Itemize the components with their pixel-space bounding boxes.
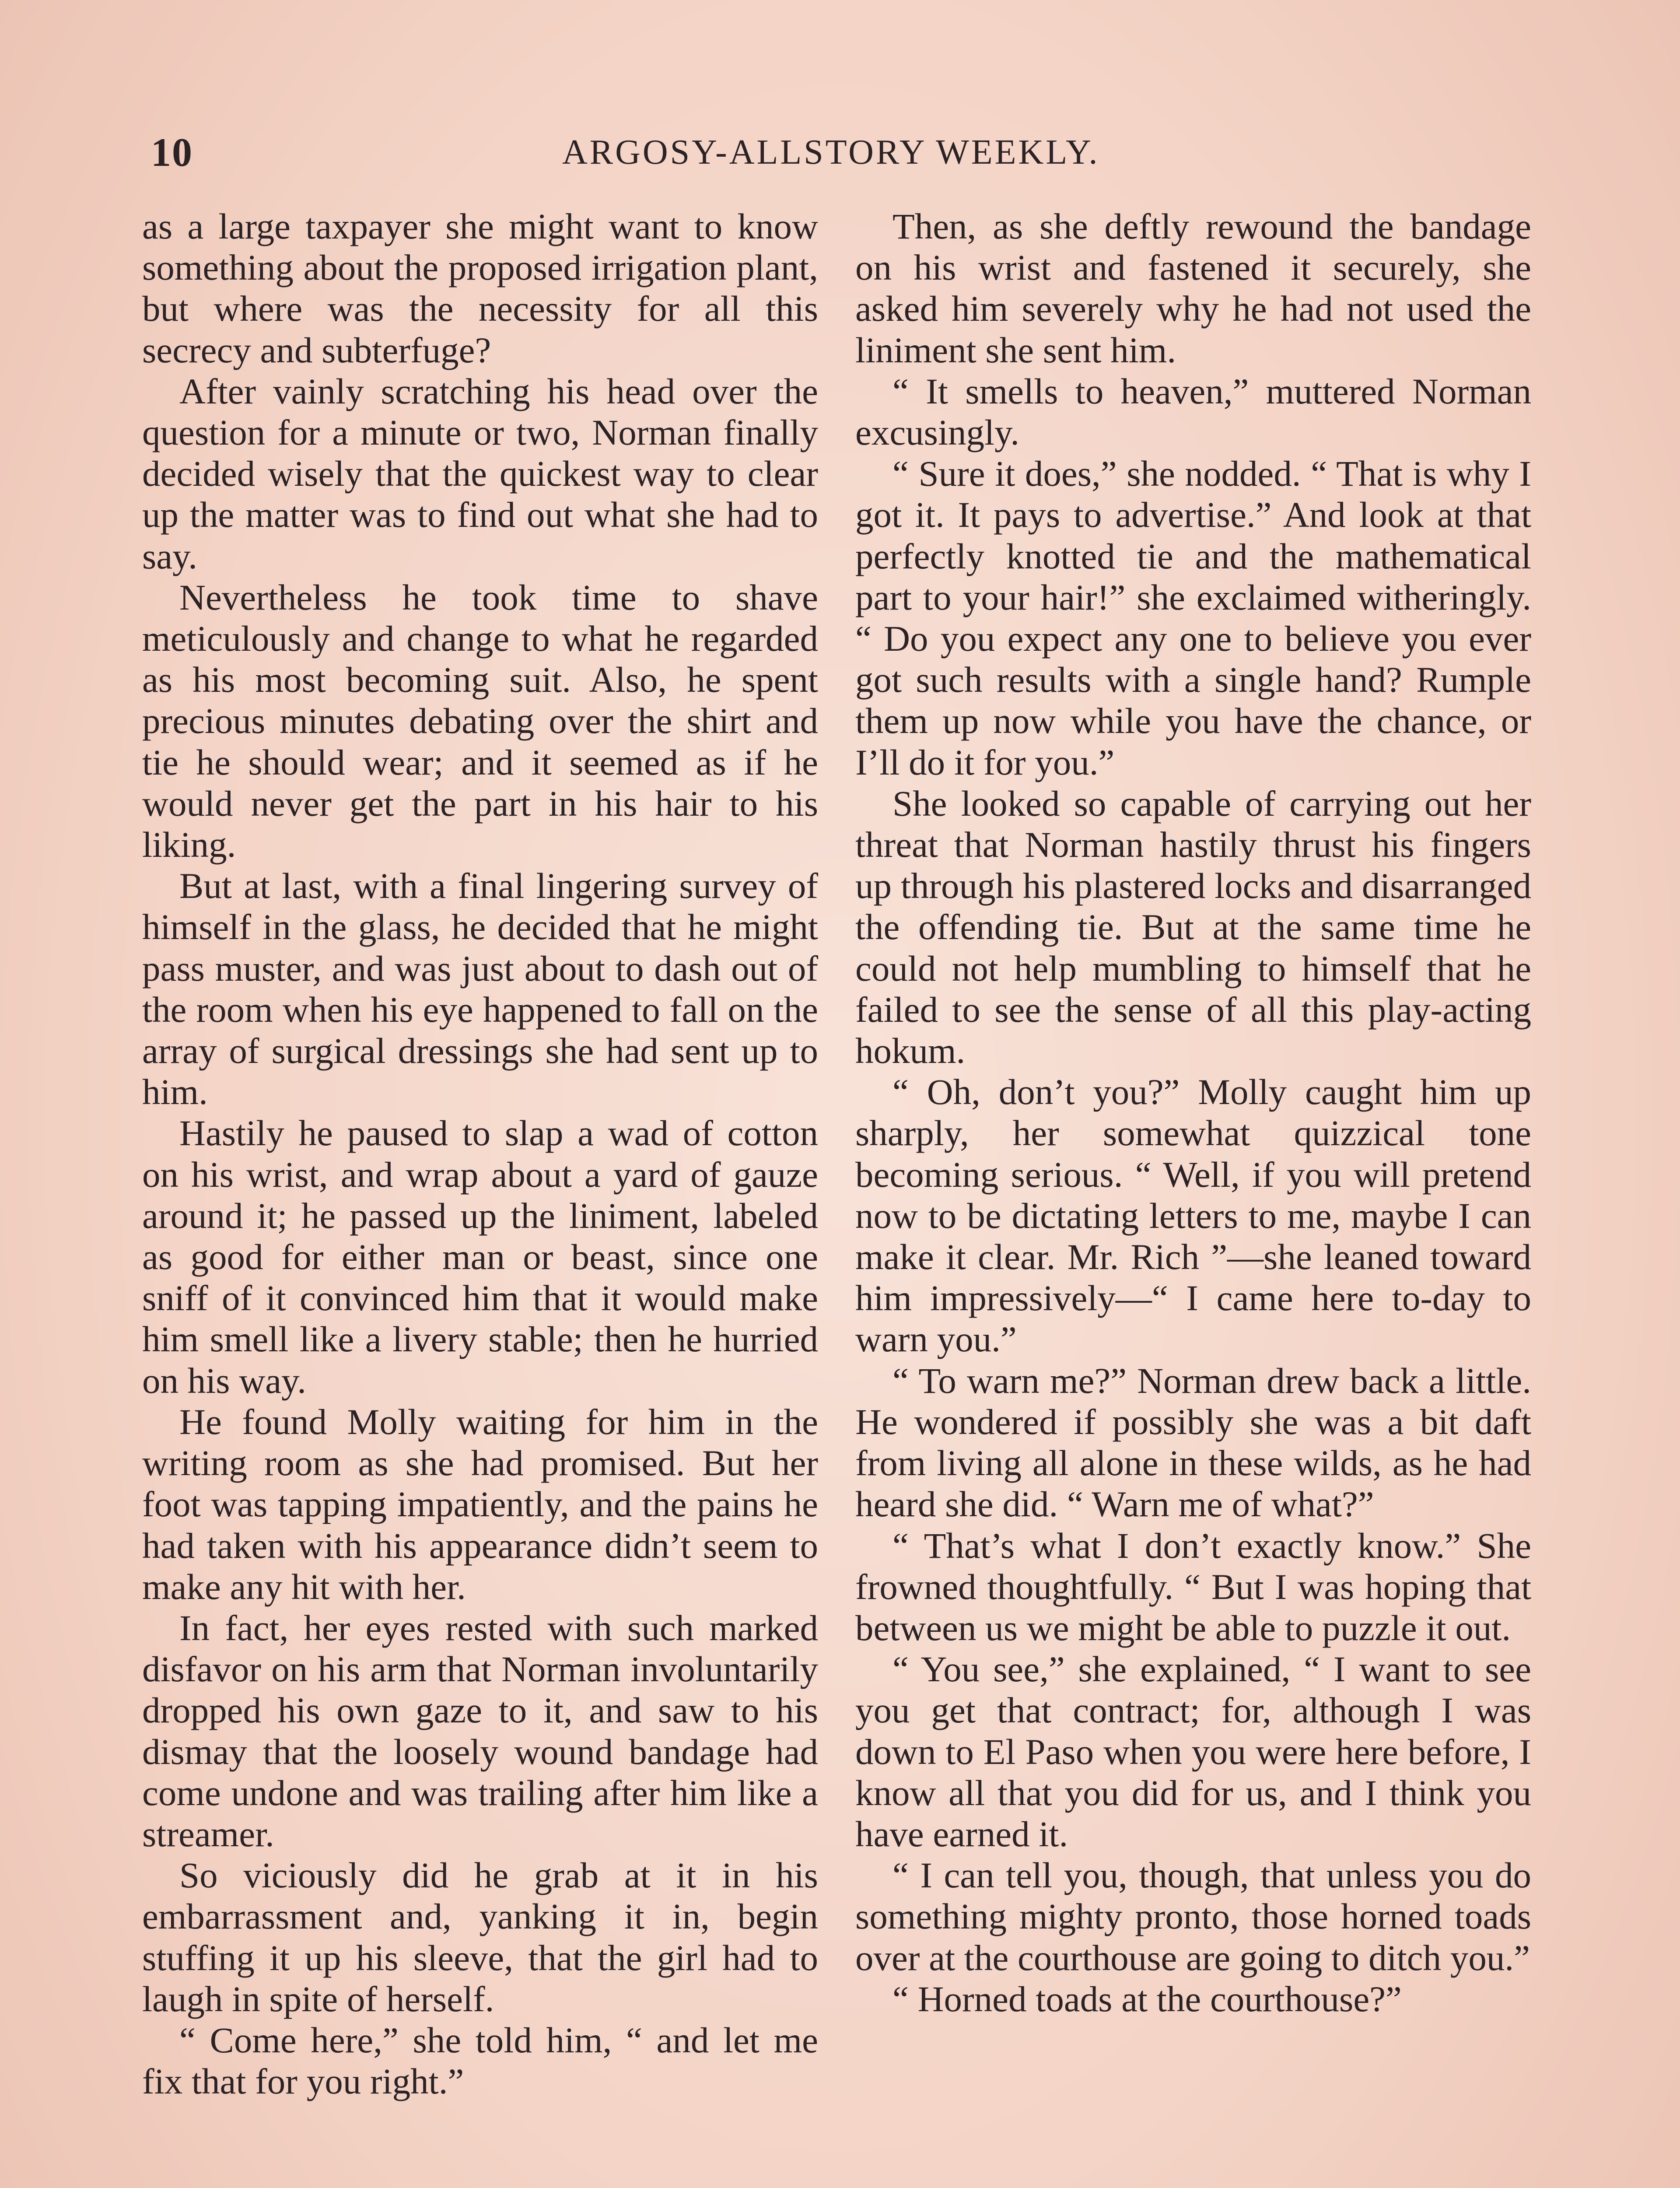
paragraph: He found Molly waiting for him in the writing room as she had promised. But her foot was tapping impatiently, and the pains he had taken with his appearance didn’t seem to make any hit with her. — [142, 1401, 818, 1607]
paragraph: “ Come here,” she told him, “ and let me fix that for you right.” — [142, 2020, 818, 2102]
paragraph: “ You see,” she explained, “ I want to see you get that contract; for, although I was down to El Paso when you were here before, I know all that you did for us, and I think you have earned it. — [855, 1649, 1531, 1854]
paragraph: “ It smells to heaven,” muttered Norman excusingly. — [855, 371, 1531, 453]
paragraph: “ To warn me?” Norman drew back a little. He wondered if possibly she was a bit daft from living all alone in these wilds, as he had heard she did. “ Warn me of what?” — [855, 1360, 1531, 1525]
paragraph: Then, as she deftly rewound the bandage on his wrist and fastened it securely, she asked him severely why he had not used the liniment she sent him. — [855, 206, 1531, 370]
paragraph: “ I can tell you, though, that unless you do something mighty pronto, those horned toads over at the courthouse are going to ditch you.” — [855, 1855, 1531, 1978]
paragraph: “ Horned toads at the courthouse?” — [892, 1978, 1402, 2019]
right-text-column — [855, 206, 1531, 2020]
paragraph: “ Sure it does,” she nodded. “ That is why I got it. It pays to advertise.” And look at that perfectly knotted tie and the mathematical part to your hair!” she exclaimed witheringly. “ Do you expect any one to believe you ever got such results with a single hand? Rumple them up now while you have the chance, or I’ll do it for you.” — [855, 453, 1531, 782]
paragraph: In fact, her eyes rested with such marked disfavor on his arm that Norman involuntarily dropped his own gaze to it, and saw to his dismay that the loosely wound bandage had come undone and was trailing after him like a streamer. — [142, 1607, 818, 1854]
page-header — [151, 129, 1551, 182]
paragraph: After vainly scratching his head over the question for a minute or two, Norman finally decided wisely that the quickest way to clear up the matter was to find out what she had to say. — [142, 371, 818, 576]
paragraph: Hastily he paused to slap a wad of cotton on his wrist, and wrap about a yard of gauze around it; he passed up the liniment, labeled as good for either man or beast, since one sniff of it convinced him that it would make him smell like a livery stable; then he hurried on his way. — [142, 1113, 818, 1401]
paragraph: So viciously did he grab at it in his embarrassment and, yanking it in, begin stuffing it up his sleeve, that the girl had to laugh in spite of herself. — [142, 1855, 818, 2019]
left-text-column — [142, 206, 818, 2102]
paragraph: Nevertheless he took time to shave meticulously and change to what he regarded as his most becoming suit. Also, he spent precious minutes debating over the shirt and tie he should wear; and it seemed as if he would never get the part in his hair to his liking. — [142, 577, 818, 865]
paragraph: But at last, with a final lingering survey of himself in the glass, he decided that he might pass muster, and was just about to dash out of the room when his eye happened to fall on the array of surgical dressings she had sent up to him. — [142, 866, 818, 1112]
paragraph: “ Oh, don’t you?” Molly caught him up sharply, her somewhat quizzical tone becoming serious. “ Well, if you will pretend now to be dictating letters to me, maybe I can make it clear. Mr. Rich ”—she leaned toward him impressively—“ I came here to-day to warn you.” — [855, 1072, 1531, 1360]
paragraph: She looked so capable of carrying out her threat that Norman hastily thrust his fingers up through his plastered locks and disarranged the offending tie. But at the same time he could not help mumbling to himself that he failed to see the sense of all this play-acting hokum. — [855, 783, 1531, 1071]
running-title: ARGOSY-ALLSTORY WEEKLY. — [562, 133, 1100, 172]
paragraph: “ That’s what I don’t exactly know.” She frowned thoughtfully. “ But I was hoping that between us we might be able to puzzle it out. — [855, 1525, 1531, 1648]
paragraph: as a large taxpayer she might want to know something about the proposed irrigation plant, but where was the necessity for all this secrecy and subterfuge? — [142, 206, 818, 370]
page-number: 10 — [151, 130, 193, 175]
